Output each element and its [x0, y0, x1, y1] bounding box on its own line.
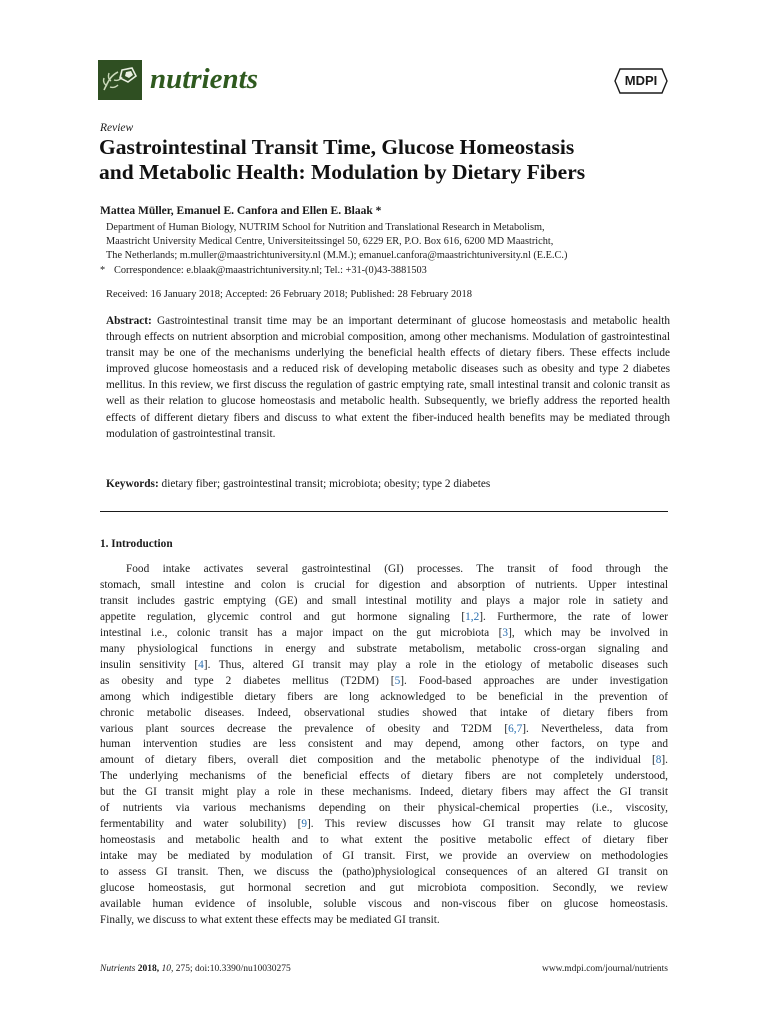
section-divider — [100, 511, 668, 512]
footer-year: 2018, — [137, 964, 160, 974]
article-title — [99, 135, 689, 185]
citation-link[interactable]: 9 — [301, 818, 307, 831]
body-line: of nutrients via various mechanisms depending on their physical-chemical properties (i.e., viscosity, — [100, 802, 668, 815]
affiliation-line: Department of Human Biology, NUTRIM School for Nutrition and Translational Research in Metabolism, — [106, 222, 545, 233]
correspondence — [100, 265, 427, 276]
body-line: transit includes gastric emptying (GE) and small intestinal motility and plays a major role in satiety and — [100, 594, 668, 607]
keywords — [106, 476, 670, 492]
body-line: as obesity and type 2 diabetes mellitus (T2DM) [5]. Food-based approaches are under investigation — [100, 674, 668, 687]
body-line: intestinal i.e., colonic transit has a major impact on the gut microbiota [3], which may be involved in — [100, 626, 668, 639]
section-heading: 1. Introduction — [100, 538, 173, 550]
body-line: glucose homeostasis, gut hormonal secretion and gut microbiota composition. Secondly, we review — [100, 882, 668, 895]
publisher-name: MDPI — [624, 73, 658, 88]
body-line: fermentability and water solubility) [9]. This review discusses how GI transit may relate to glucose — [100, 818, 668, 831]
body-line: Food intake activates several gastrointestinal (GI) processes. The transit of food through the — [126, 563, 668, 575]
body-line: available human evidence of insoluble, soluble viscous and non-viscous fiber on glucose homeostasis. — [100, 898, 668, 911]
citation-link[interactable]: 3 — [502, 626, 509, 639]
body-line: various plant sources decrease the prevalence of obesity and T2DM [6,7]. Nevertheless, data from — [100, 722, 668, 735]
journal-name: nutrients — [150, 63, 258, 95]
citation-footer — [100, 964, 291, 974]
body-line: to assess GI transit. Then, we discuss the (patho)physiological consequences of an altered GI transit on — [100, 866, 668, 879]
body-line: chronic metabolic diseases. Indeed, observational studies showed that intake of dietary fibers from — [100, 706, 668, 719]
citation-link[interactable]: 4 — [198, 658, 204, 671]
abstract — [106, 313, 670, 442]
footer-doi: 275; doi:10.3390/nu10030275 — [175, 964, 291, 974]
keywords-label: Keywords: — [106, 478, 159, 490]
footer-volume: 10, — [161, 964, 174, 974]
body-line: but the GI transit might play a role in these mechanisms. Indeed, dietary fibers may affect the GI transit — [100, 786, 668, 799]
affiliation — [106, 221, 686, 263]
introduction-body — [100, 562, 668, 929]
body-line: intake may be mediated by modulation of GI transit. First, we provide an overview on methodologies — [100, 850, 668, 863]
affiliation-line: The Netherlands; m.muller@maastrichtuniversity.nl (M.M.); emanuel.canfora@maastrichtuniversity.nl (E.E.C.) — [106, 250, 568, 261]
body-line: insulin sensitivity [4]. Thus, altered GI transit may play a role in the etiology of metabolic diseases such — [100, 658, 668, 671]
article-title-line: Gastrointestinal Transit Time, Glucose Homeostasis — [99, 135, 575, 159]
body-line: appetite regulation, glycemic control and gut hormone signaling [1,2]. Furthermore, the rate of lower — [100, 610, 668, 623]
citation-link[interactable]: 8 — [655, 754, 662, 767]
author-list: Mattea Müller, Emanuel E. Canfora and Ellen E. Blaak * — [100, 205, 382, 217]
publisher-logo — [614, 68, 668, 94]
body-line: Finally, we discuss to what extent these effects may be mediated GI transit. — [100, 913, 440, 926]
body-line: human intervention studies are less consistent and may depend, among other factors, on type and — [100, 738, 668, 751]
article-title-line: and Metabolic Health: Modulation by Dietary Fibers — [99, 160, 586, 184]
abstract-label: Abstract: — [106, 315, 152, 327]
journal-url[interactable]: www.mdpi.com/journal/nutrients — [541, 964, 668, 974]
publication-dates: Received: 16 January 2018; Accepted: 26 February 2018; Published: 28 February 2018 — [106, 289, 472, 300]
article-type: Review — [100, 122, 134, 134]
abstract-text: Gastrointestinal transit time may be an important determinant of glucose homeostasis and metabolic health through effects on nutrient absorption and microbial composition, among other mechanisms. Modulation of gastrointestinal transit may be one of the mechanisms underlying the beneficial health effects of dietary fibers. These effects include improved glucose homeostasis and a reduced risk of developing metabolic diseases such as obesity and type 2 diabetes mellitus. In this review, we first discuss the regulation of gastric emptying rate, small intestinal transit and colonic transit as well as their relation to glucose homeostasis and metabolic health. Subsequently, we briefly address the reported health effects of different dietary fibers and discuss to what extent the fiber-induced health benefits may be mediated through modulation of gastrointestinal transit. — [106, 315, 670, 440]
affiliation-line: Maastricht University Medical Centre, Universiteitssingel 50, 6229 ER, P.O. Box 616, 6200 MD Maastricht, — [106, 236, 554, 247]
journal-logo-icon — [98, 60, 142, 100]
keywords-text: dietary fiber; gastrointestinal transit; microbiota; obesity; type 2 diabetes — [161, 478, 491, 490]
citation-link[interactable]: 6,7 — [508, 722, 523, 735]
correspondence-text: Correspondence: e.blaak@maastrichtuniversity.nl; Tel.: +31-(0)43-3881503 — [114, 265, 427, 276]
body-line: stomach, small intestine and colon is crucial for digestion and absorption of nutrients. Upper intestinal — [100, 578, 668, 591]
citation-link[interactable]: 1,2 — [465, 610, 480, 623]
citation-link[interactable]: 5 — [394, 674, 401, 687]
body-line: among which indigestible dietary fibers are long acknowledged to be beneficial in the prevention of — [100, 690, 668, 703]
body-line: homeostasis and metabolic health and to what extent the positive metabolic effect of dietary fiber — [100, 834, 668, 847]
body-line: amount of dietary fibers, overall diet composition and the metabolic phenotype of the individual [8]. — [100, 754, 668, 767]
body-line: many physiological functions in energy and substrate metabolism, metabolic cross-organ signaling and — [100, 642, 668, 655]
body-line: The underlying mechanisms of the beneficial effects of dietary fibers are not completely understood, — [100, 770, 668, 783]
footer-journal: Nutrients — [100, 964, 136, 974]
correspondence-mark: * — [100, 265, 106, 276]
